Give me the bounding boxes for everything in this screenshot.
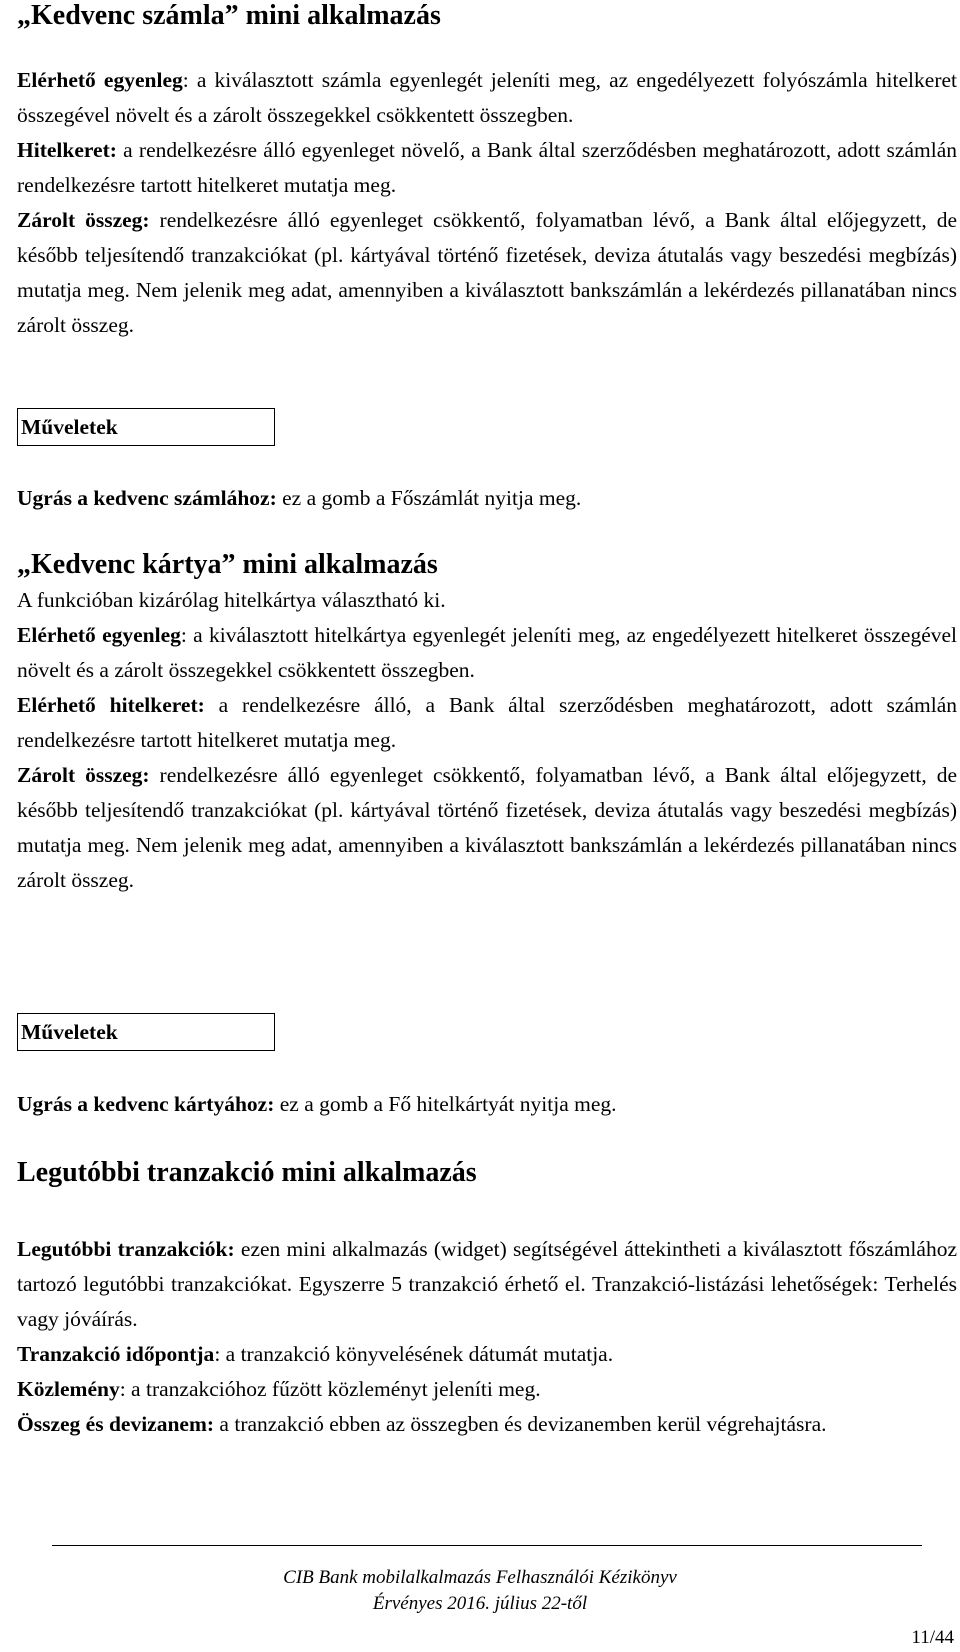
term-label: Összeg és devizanem: <box>17 1412 215 1436</box>
footer-divider <box>52 1545 922 1546</box>
muveletek-heading-box: Műveletek <box>17 1013 275 1051</box>
section2-body <box>17 583 957 898</box>
term-label: Elérhető egyenleg <box>17 68 183 92</box>
paragraph-elerheto-egyenleg <box>17 63 957 133</box>
paragraph-intro: A funkcióban kizárólag hitelkártya választható ki. <box>17 588 446 612</box>
paragraph-kozlemeny <box>17 1372 957 1407</box>
term-text: ezen mini alkalmazás (widget) segítségével áttekintheti a kiválasztott főszámlához tartozó legutóbbi tranzakciókat. Egyszerre 5 tranzakció érhető el. Tranzakció-listázási lehetőségek: Terhelés vagy jóváírás. <box>17 1237 957 1331</box>
paragraph-zarolt-osszeg <box>17 203 957 343</box>
paragraph-tranzakcio-idopontja <box>17 1337 957 1372</box>
footer-title: CIB Bank mobilalkalmazás Felhasználói Kézikönyv <box>283 1567 677 1588</box>
footer-validity: Érvényes 2016. július 22-től <box>372 1593 588 1614</box>
term-text: : a kiválasztott hitelkártya egyenlegét jeleníti meg, az engedélyezett hitelkeret összegével növelt és a zárolt összegekkel csökkentett összegben. <box>17 623 958 682</box>
term-label: Zárolt összeg: <box>17 208 150 232</box>
action-favourite-card <box>17 1087 617 1122</box>
action-favourite-account <box>17 481 581 516</box>
term-label: Legutóbbi tranzakciók: <box>17 1237 235 1261</box>
paragraph-elerheto-egyenleg <box>17 618 957 688</box>
term-label: Tranzakció időpontja <box>17 1342 215 1366</box>
paragraph-elerheto-hitelkeret <box>17 688 957 758</box>
term-text: a rendelkezésre álló, a Bank által szerződésben meghatározott, adott számlán rendelkezésre tartott hitelkeret mutatja meg. <box>17 693 957 752</box>
paragraph-hitelkeret <box>17 133 957 203</box>
term-label: Elérhető egyenleg <box>17 623 181 647</box>
term-text: : a tranzakció könyvelésének dátumát mutatja. <box>214 1342 614 1366</box>
term-label: Zárolt összeg: <box>17 763 150 787</box>
paragraph-legutobbi-tranzakciok <box>17 1232 957 1337</box>
section-title-kedvenc-szamla: „Kedvenc számla” mini alkalmazás <box>17 0 441 31</box>
term-text: a tranzakció ebben az összegben és devizanemben kerül végrehajtásra. <box>214 1412 827 1436</box>
term-text: a rendelkezésre álló egyenleget növelő, a Bank által szerződésben meghatározott, adott számlán rendelkezésre tartott hitelkeret mutatja meg. <box>17 138 957 197</box>
term-text: : a kiválasztott számla egyenlegét jeleníti meg, az engedélyezett folyószámla hitelkeret összegével növelt és a zárolt összegekkel csökkentett összegben. <box>17 68 957 127</box>
action-text: ez a gomb a Fő hitelkártyát nyitja meg. <box>274 1092 617 1116</box>
muveletek-heading-box: Műveletek <box>17 408 275 446</box>
section3-body <box>17 1232 957 1442</box>
term-label: Hitelkeret: <box>17 138 117 162</box>
section-title-legutobbi-tranzakcio: Legutóbbi tranzakció mini alkalmazás <box>17 1157 477 1188</box>
page-number: 11/44 <box>911 1627 954 1648</box>
term-label: Elérhető hitelkeret: <box>17 693 205 717</box>
section-title-kedvenc-kartya: „Kedvenc kártya” mini alkalmazás <box>17 549 438 580</box>
section1-body <box>17 63 957 343</box>
term-text: rendelkezésre álló egyenleget csökkentő, folyamatban lévő, a Bank által előjegyzett, de később teljesítendő tranzakciókat (pl. kártyával történő fizetések, deviza átutalás vagy beszedési megbízás) mutatja meg. Nem jelenik meg adat, amennyiben a kiválasztott bankszámlán a lekérdezés pillanatában nincs zárolt összeg. <box>17 208 957 337</box>
term-text: : a tranzakcióhoz fűzött közleményt jeleníti meg. <box>119 1377 541 1401</box>
paragraph-osszeg-es-devizanem <box>17 1407 957 1442</box>
term-text: rendelkezésre álló egyenleget csökkentő, folyamatban lévő, a Bank által előjegyzett, de később teljesítendő tranzakciókat (pl. kártyával történő fizetések, deviza átutalás vagy beszedési megbízás) mutatja meg. Nem jelenik meg adat, amennyiben a kiválasztott bankszámlán a lekérdezés pillanatában nincs zárolt összeg. <box>17 763 957 892</box>
term-label: Közlemény <box>17 1377 120 1401</box>
paragraph-zarolt-osszeg <box>17 758 957 898</box>
action-label: Ugrás a kedvenc számlához: <box>17 486 277 510</box>
action-text: ez a gomb a Főszámlát nyitja meg. <box>276 486 582 510</box>
action-label: Ugrás a kedvenc kártyához: <box>17 1092 275 1116</box>
